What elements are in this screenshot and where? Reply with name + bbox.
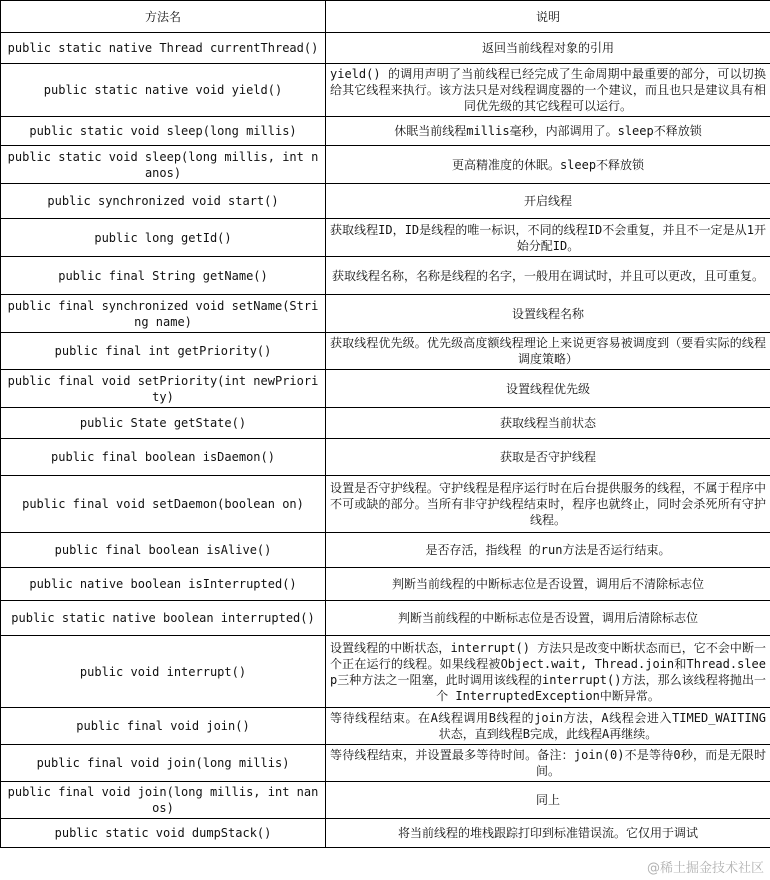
table-row [1,601,770,636]
table-body [1,33,770,848]
method-signature: public final String getName() [1,257,326,295]
table-row [1,117,770,146]
method-description: 将当前线程的堆栈跟踪打印到标准错误流。它仅用于调试 [326,819,770,848]
method-signature: public long getId() [1,219,326,257]
table-row [1,184,770,219]
method-signature: public static void dumpStack() [1,819,326,848]
method-signature: public State getState() [1,408,326,439]
method-signature: public final void join(long millis, int nanos) [1,782,326,819]
method-description: 设置线程优先级 [326,370,770,408]
method-signature: public native boolean isInterrupted() [1,568,326,601]
table-row [1,219,770,257]
method-signature: public final synchronized void setName(String name) [1,295,326,333]
method-signature: public final void setDaemon(boolean on) [1,476,326,533]
method-description: 休眠当前线程millis毫秒，内部调用了。sleep不释放锁 [326,117,770,146]
table-row [1,782,770,819]
table-row [1,745,770,782]
table-row [1,708,770,745]
method-signature: public static native boolean interrupted() [1,601,326,636]
table-row [1,33,770,64]
table-row [1,533,770,568]
method-signature: public static native Thread currentThread() [1,33,326,64]
method-signature: public final int getPriority() [1,333,326,370]
method-description: 设置线程的中断状态，interrupt() 方法只是改变中断状态而已，它不会中断一个正在运行的线程。如果线程被Object.wait, Thread.join和Thread.sleep三种方法之一阻塞，此时调用该线程的interrupt()方法，那么该线程将抛出一个 InterruptedException中断异常。 [326,636,770,708]
table-row [1,568,770,601]
method-signature: public final void join() [1,708,326,745]
table-header-row [1,1,770,33]
method-signature: public final void setPriority(int newPriority) [1,370,326,408]
method-description: 获取线程优先级。优先级高度额线程理论上来说更容易被调度到（要看实际的线程调度策略） [326,333,770,370]
method-description: yield() 的调用声明了当前线程已经完成了生命周期中最重要的部分，可以切换给其它线程来执行。该方法只是对线程调度器的一个建议，而且也只是建议具有相同优先级的其它线程可以运行。 [326,64,770,117]
method-signature: public static void sleep(long millis) [1,117,326,146]
table-row [1,370,770,408]
method-description: 获取是否守护线程 [326,439,770,476]
method-signature: public static native void yield() [1,64,326,117]
watermark: @稀土掘金技术社区 [646,861,764,876]
table-row [1,295,770,333]
method-description: 获取线程名称，名称是线程的名字，一般用在调试时，并且可以更改，且可重复。 [326,257,770,295]
method-description: 等待线程结束。在A线程调用B线程的join方法，A线程会进入TIMED_WAITING 状态，直到线程B完成，此线程A再继续。 [326,708,770,745]
table-row [1,819,770,848]
method-signature: public final boolean isAlive() [1,533,326,568]
method-signature: public synchronized void start() [1,184,326,219]
method-description: 判断当前线程的中断标志位是否设置，调用后不清除标志位 [326,568,770,601]
method-description: 等待线程结束，并设置最多等待时间。备注：join(0)不是等待0秒，而是无限时间。 [326,745,770,782]
method-description: 开启线程 [326,184,770,219]
method-signature: public void interrupt() [1,636,326,708]
method-description: 获取线程ID，ID是线程的唯一标识，不同的线程ID不会重复，并且不一定是从1开始分配ID。 [326,219,770,257]
table-row [1,146,770,184]
method-signature: public static void sleep(long millis, int nanos) [1,146,326,184]
method-description: 获取线程当前状态 [326,408,770,439]
method-description: 更高精准度的休眠。sleep不释放锁 [326,146,770,184]
method-signature: public final boolean isDaemon() [1,439,326,476]
method-description: 是否存活，指线程 的run方法是否运行结束。 [326,533,770,568]
method-description: 设置是否守护线程。守护线程是程序运行时在后台提供服务的线程，不属于程序中不可或缺的部分。当所有非守护线程结束时，程序也就终止，同时会杀死所有守护线程。 [326,476,770,533]
table-row [1,257,770,295]
header-description: 说明 [326,1,770,33]
method-description: 判断当前线程的中断标志位是否设置，调用后清除标志位 [326,601,770,636]
method-description: 设置线程名称 [326,295,770,333]
header-method: 方法名 [1,1,326,33]
method-signature: public final void join(long millis) [1,745,326,782]
table-row [1,333,770,370]
table-row [1,476,770,533]
table-row [1,64,770,117]
method-description: 同上 [326,782,770,819]
method-description: 返回当前线程对象的引用 [326,33,770,64]
table-row [1,408,770,439]
table-row [1,439,770,476]
table-row [1,636,770,708]
